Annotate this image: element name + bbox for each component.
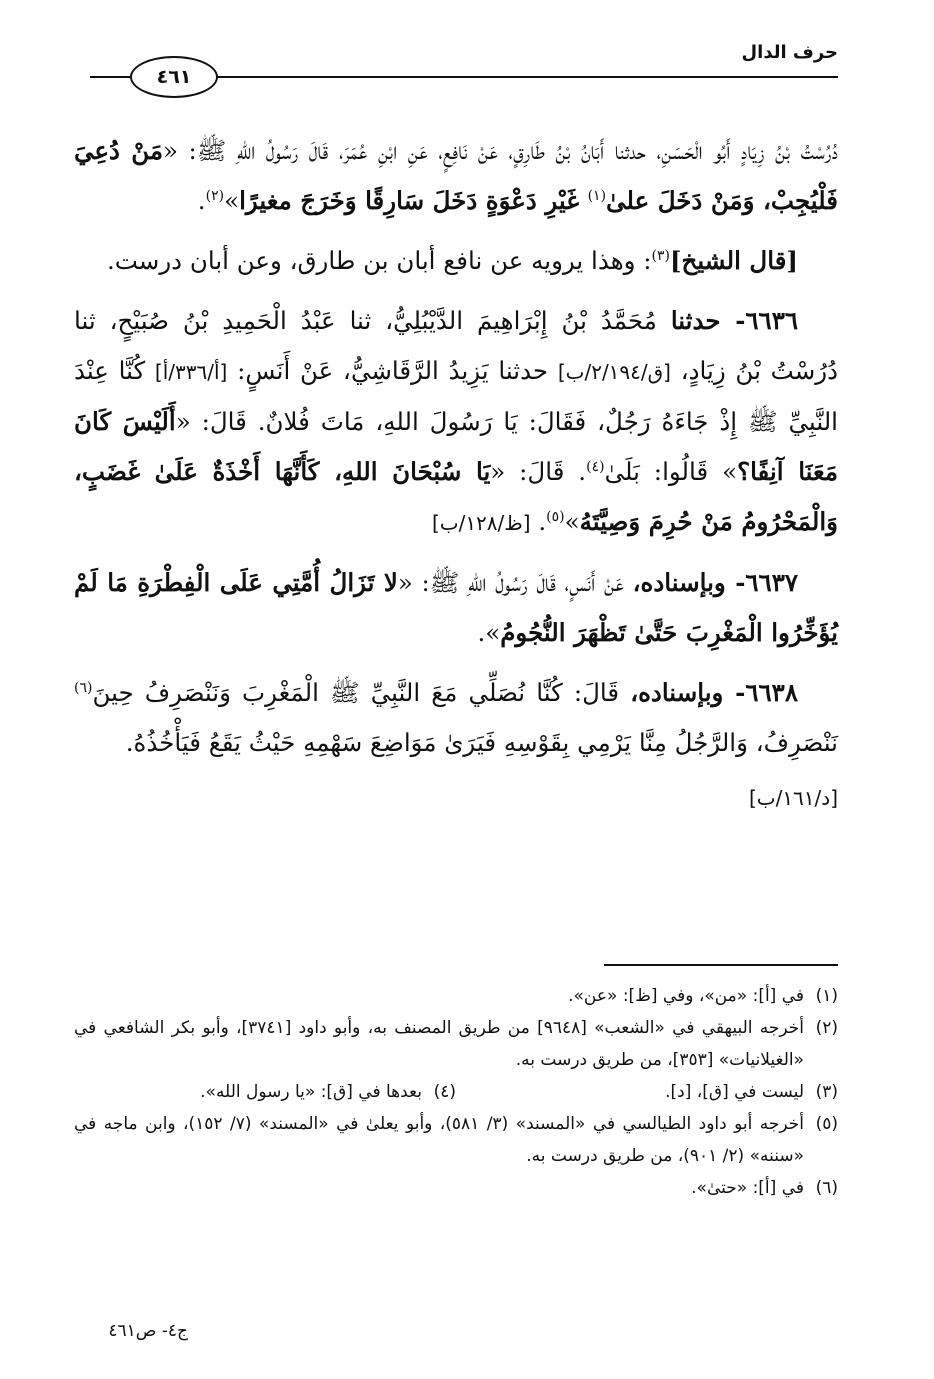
hadith-6638: [74, 668, 838, 768]
manuscript-ref: [أ/٣٣٦/أ]: [154, 360, 228, 384]
text-span: »: [564, 507, 580, 536]
footnote-marker: (١): [587, 187, 607, 204]
footnote: [74, 1012, 838, 1076]
text-span: عَنْ أَنَسٍ، قَالَ رَسُولُ اللهِ ﷺ: «: [397, 568, 633, 597]
text-span: ».: [477, 618, 501, 647]
hadith-number: ٦٦٣٦-: [720, 306, 799, 335]
footnote-number: (٤): [433, 1082, 456, 1102]
footnote-text: بعدها في [ق]: «يا رسول الله».: [200, 1082, 422, 1102]
hadith-lead: وبإسناده،: [630, 678, 724, 707]
footnote: [456, 1076, 838, 1108]
hadith-lead: وبإسناده،: [632, 568, 726, 597]
manuscript-ref: [ق/٢/١٩٤/ب]: [557, 360, 671, 384]
text-span: حدثنا يَزِيدُ الرَّقَاشِيُّ، عَنْ أَنَسٍ:: [227, 356, 558, 385]
text-span: قَالَ: كُنَّا نُصَلِّي مَعَ النَّبِيِّ ﷺ الْمَغْرِبَ وَنَنْصَرِفُ حِينَ: [92, 678, 631, 707]
hadith-6637: [74, 558, 838, 658]
footnotes: [74, 980, 838, 1204]
footnote-text: في [أ]: «من»، وفي [ظ]: «عن».: [568, 986, 804, 1006]
footnote-number: (٥): [815, 1114, 838, 1134]
footnote-marker: (٤): [586, 458, 605, 475]
footnote-marker: (٣): [651, 247, 670, 264]
hadith-number: ٦٦٣٧-: [725, 568, 799, 597]
text-span: .: [197, 186, 206, 215]
footnote-marker: (٢): [205, 187, 225, 204]
footnote-text: في [أ]: «حتىٰ».: [691, 1178, 804, 1198]
footnote-pair: [74, 1076, 838, 1108]
footnote-text: ليست في [ق]، [د].: [665, 1082, 804, 1102]
footnote-number: (٢): [815, 1018, 838, 1038]
text-span: نَنْصَرِفُ، وَالرَّجُلُ مِنَّا يَرْمِي بِقَوْسِهِ فَيَرَىٰ مَوَاضِعَ سَهْمِهِ حَيْثُ يَقَعُ فَيَأْخُذُهُ.: [125, 728, 838, 757]
footnote: [74, 1172, 838, 1204]
hadith-6636: [74, 296, 838, 548]
main-text: [74, 126, 838, 818]
footnote-number: (٣): [815, 1082, 838, 1102]
text-span: »: [224, 186, 240, 215]
footnote-text: أخرجه أبو داود الطيالسي في «المسند» (٣/ ٥٨١)، وأبو يعلىٰ في «المسند» (٧/ ١٥٢)، وابن ماجه في «سننه» (٢/ ٩٠١)، من طريق درست به.: [74, 1114, 805, 1166]
hadith-text: غَيْرِ دَعْوَةٍ دَخَلَ سَارِقًا وَخَرَجَ مغيرًا: [239, 186, 588, 215]
text-span: دُرُسْتُ بْنُ زِيَادٍ أَبُو الْحَسَنِ، حدثنا أَبَانُ بْنُ طَارِقٍ، عَنْ نَافِعٍ، عَنِ ابْنِ عُمَرَ، قَالَ رَسُولُ اللهِ ﷺ: «: [163, 136, 838, 165]
footnote-number: (٦): [815, 1178, 838, 1198]
sheikh-label: [قال الشيخ]: [669, 246, 798, 275]
text-span: كُنَّا عِنْدَ النَّبِيِّ ﷺ إِذْ جَاءَهُ رَجُلٌ، فَقَالَ: يَا رَسُولَ اللهِ، مَاتَ فُلانٌ. قَالَ: «: [74, 356, 838, 436]
hadith-lead: حدثنا: [670, 306, 721, 335]
footnote-marker: (٥): [546, 508, 565, 525]
hadith-text: يَا سُبْحَانَ اللهِ، كَأَنَّهَا أَخْذَةٌ عَلَىٰ غَضَبٍ، وَالْمَحْرُومُ مَنْ حُرِمَ وَصِيَّتَهُ: [74, 457, 838, 536]
footnote-number: (١): [815, 986, 838, 1006]
paragraph-continuation: [74, 126, 838, 226]
hadith-number: ٦٦٣٨-: [723, 678, 798, 707]
footnote: [74, 980, 838, 1012]
page-header: [90, 36, 838, 106]
page-signature: ج٤- ص٤٦١: [108, 1321, 188, 1341]
footnote-rule: [604, 964, 838, 966]
footnote-text: أخرجه البيهقي في «الشعب» [٩٦٤٨] من طريق المصنف به، وأبو داود [٣٧٤١]، وأبو بكر الشافعي في «الغيلانيات» [٣٥٣]، من طريق درست به.: [74, 1018, 804, 1070]
footnote: [74, 1108, 838, 1172]
footnote: [74, 1076, 456, 1108]
manuscript-ref: [د/١٦١/ب]: [748, 786, 838, 810]
page-number: ٤٦١: [130, 56, 218, 98]
text-span: » قَالُوا: بَلَىٰ: [604, 457, 738, 486]
footnote-marker: (٦): [74, 679, 93, 696]
hadith-text: لا تَزَالُ أُمَّتِي عَلَى الْفِطْرَةِ مَا لَمْ يُؤَخِّرُوا الْمَغْرِبَ حَتَّىٰ تَظْهَرَ النُّجُومُ: [74, 568, 838, 647]
text-span: : وهذا يرويه عن نافع أبان بن طارق، وعن أبان درست.: [106, 246, 652, 275]
text-span: . قَالَ: «: [490, 457, 587, 486]
text-span: مُحَمَّدُ بْنُ إِبْرَاهِيمَ الدَّيْبُلِيُّ، ثنا عَبْدُ الْحَمِيدِ بْنُ صُبَيْحٍ، ثنا دُرُسْتُ بْنُ زِيَادٍ،: [74, 306, 838, 385]
hadith-text: أَلَيْسَ كَانَ مَعَنَا آنِفًا؟: [74, 407, 838, 486]
sheikh-remark: [74, 236, 838, 286]
manuscript-ref: [ظ/١٢٨/ب]: [431, 511, 531, 535]
hadith-text: مَنْ دُعِيَ فَلْيُجِبْ، وَمَنْ دَخَلَ علىٰ: [74, 136, 838, 215]
running-title: حرف الدال: [741, 42, 838, 63]
text-span: .: [530, 507, 547, 536]
